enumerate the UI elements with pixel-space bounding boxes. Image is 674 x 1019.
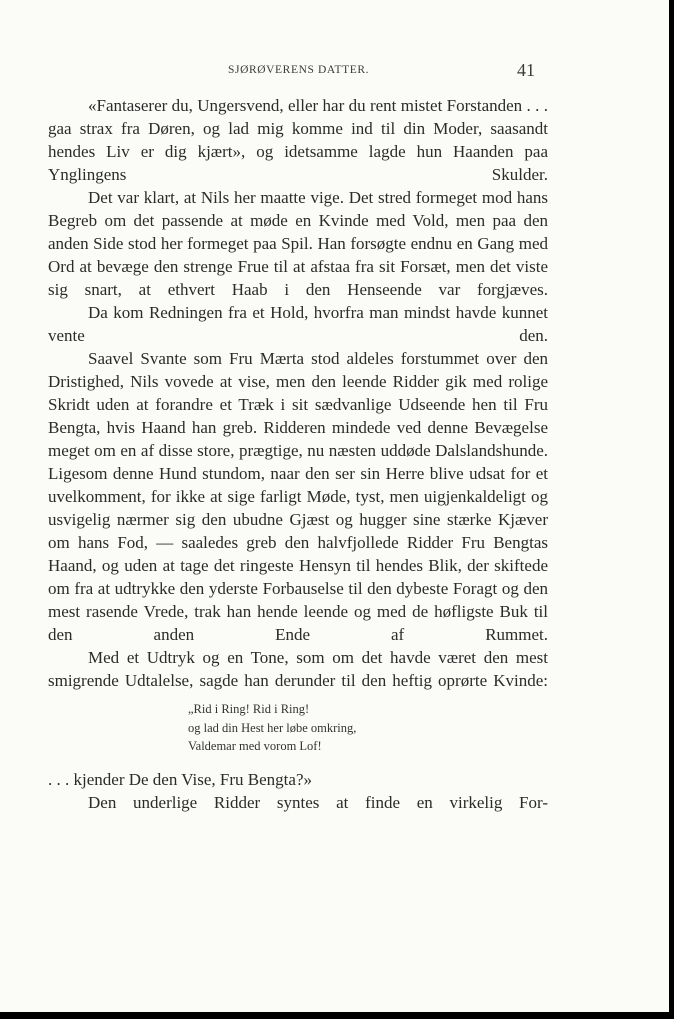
page-number: 41 <box>517 60 535 80</box>
paragraph: «Fantaserer du, Ungersvend, eller har du rent mistet Forstanden . . . gaa strax fra Døren, og lad mig komme ind til din Moder, saasandt hendes Liv er dig kjært», og idetsamme lagde hun Haanden paa Ynglingens Skulder. <box>48 96 548 184</box>
body-text <box>48 94 548 814</box>
paragraph: Saavel Svante som Fru Mærta stod aldeles forstummet over den Dristighed, Nils vovede at vise, men den leende Ridder gik med rolige Skridt uden at forandre et Træk i sit sædvanlige Udseende hen til Fru Bengta, hvis Haand han greb. Ridderen mindede ved denne Bevægelse meget om en af disse store, prægtige, nu næsten uddøde Dalslandshunde. Ligesom denne Hund stundom, naar den ser sin Herre blive udsat for et uvelkomment, for ikke at sige farligt Møde, tyst, men uigjenkaldeligt og usvigelig nærmer sig den ubudne Gjæst og hugger sine stærke Kjæver om hans Fod, — saaledes greb den halvfjollede Ridder Fru Bengtas Haand, og uden at tage det ringeste Hensyn til hendes Blik, der skiftede om fra at udtrykke den yderste Forbauselse til den dybeste Foragt og den mest rasende Vrede, trak han hende leende og med de høfligste Buk til den anden Ende af Rummet. <box>48 349 548 644</box>
paragraph: . . . kjender De den Vise, Fru Bengta?» <box>48 769 312 789</box>
paragraph: Den underlige Ridder syntes at finde en virkelig For- <box>88 792 548 812</box>
paragraph: Det var klart, at Nils her maatte vige. Det stred formeget mod hans Begreb om det passende at møde en Kvinde med Vold, men paa den anden Side stod her formeget paa Spil. Han forsøgte endnu en Gang med Ord at bevæge den strenge Frue til at afstaa fra sit Forsæt, men det viste sig snart, at ethvert Haab i den Henseende var forgjæves. <box>48 188 548 299</box>
verse-line: Valdemar med vorom Lof! <box>188 739 322 753</box>
running-title: SJØRØVERENS DATTER. <box>228 64 370 76</box>
verse-line: „Rid i Ring! Rid i Ring! <box>188 702 310 716</box>
paragraph: Da kom Redningen fra et Hold, hvorfra man mindst havde kunnet vente den. <box>48 303 548 345</box>
verse-quote <box>188 700 548 756</box>
paragraph: Med et Udtryk og en Tone, som om det havde været den mest smigrende Udtalelse, sagde han derunder til den heftig oprørte Kvinde: <box>48 648 548 690</box>
page-header <box>0 60 669 84</box>
verse-line: og lad din Hest her løbe omkring, <box>188 720 357 735</box>
